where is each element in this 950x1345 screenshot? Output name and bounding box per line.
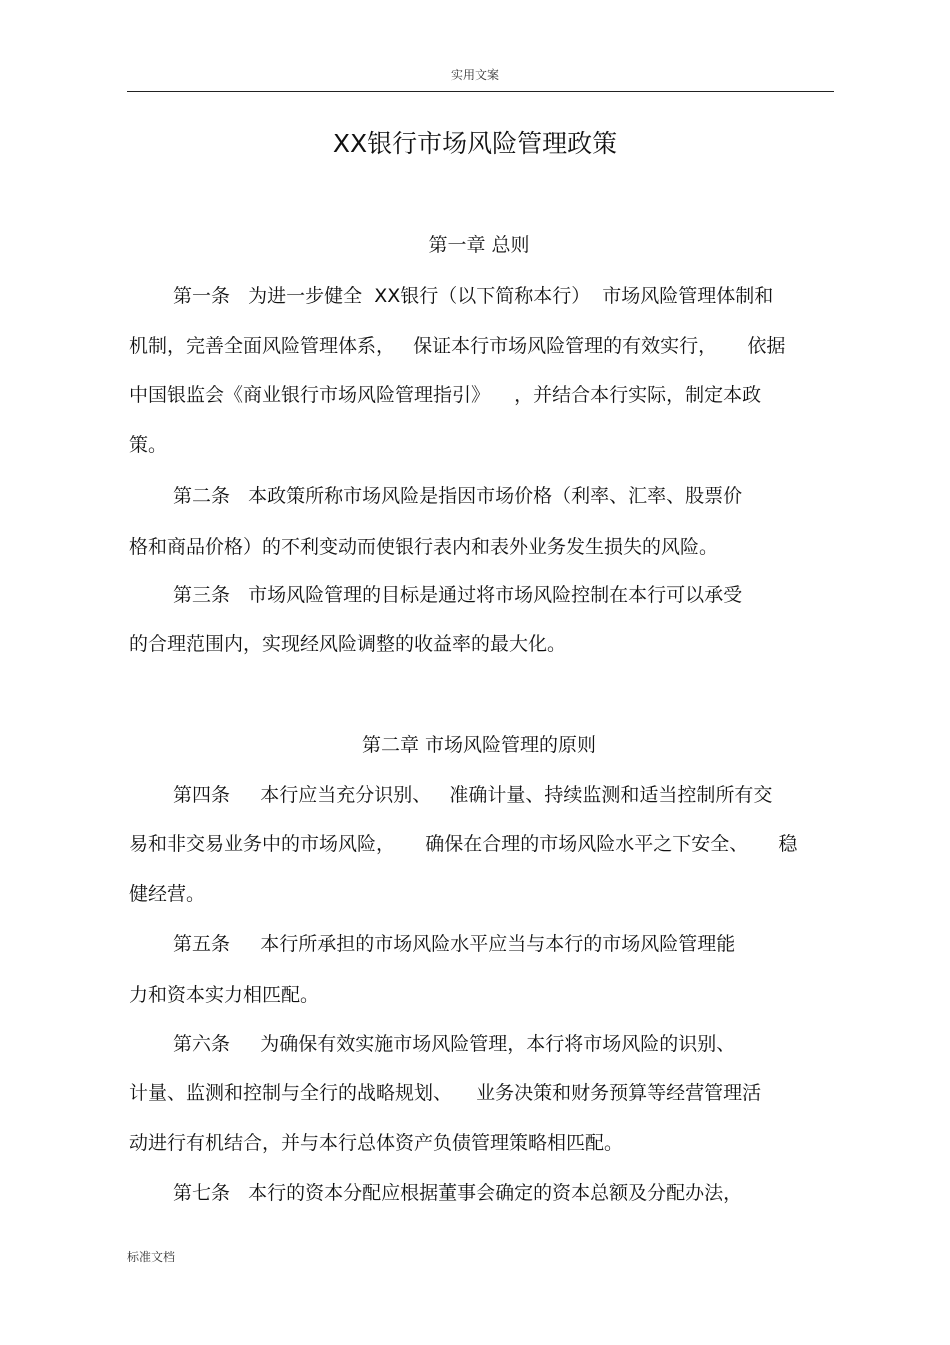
- article-5-line-1: 第五条 本行所承担的市场风险水平应当与本行的市场风险管理能: [173, 933, 736, 955]
- article-3-line-2: 的合理范围内，实现经风险调整的收益率的最大化。: [129, 633, 567, 655]
- article-1-line-2: 机制，完善全面风险管理体系， 保证本行市场风险管理的有效实行， 依据: [129, 335, 786, 357]
- document-title: XX银行市场风险管理政策: [332, 129, 618, 158]
- article-6-line-3: 动进行有机结合，并与本行总体资产负债管理策略相匹配。: [129, 1132, 624, 1154]
- article-6-line-2: 计量、监测和控制与全行的战略规划、 业务决策和财务预算等经营管理活: [129, 1082, 762, 1104]
- article-4-line-3: 健经营。: [129, 883, 206, 905]
- page-footer: 标准文档: [127, 1250, 176, 1264]
- article-4-line-1: 第四条 本行应当充分识别、 准确计量、持续监测和适当控制所有交: [173, 784, 773, 806]
- page-header: 实用文案: [450, 68, 499, 82]
- article-1-line-4: 策。: [129, 434, 168, 456]
- chapter-heading-2: 第二章 市场风险管理的原则: [361, 734, 597, 756]
- article-5-line-2: 力和资本实力相匹配。: [129, 984, 320, 1006]
- chapter-heading-1: 第一章 总则: [428, 234, 530, 256]
- article-2-line-1: 第二条 本政策所称市场风险是指因市场价格（利率、汇率、股票价: [173, 485, 743, 507]
- header-divider: [127, 91, 834, 92]
- article-7-line-1: 第七条 本行的资本分配应根据董事会确定的资本总额及分配办法，: [173, 1182, 743, 1204]
- article-6-line-1: 第六条 为确保有效实施市场风险管理，本行将市场风险的识别、: [173, 1033, 736, 1055]
- article-4-line-2: 易和非交易业务中的市场风险， 确保在合理的市场风险水平之下安全、 稳: [129, 833, 798, 855]
- article-2-line-2: 格和商品价格）的不利变动而使银行表内和表外业务发生损失的风险。: [129, 536, 719, 558]
- article-3-line-1: 第三条 市场风险管理的目标是通过将市场风险控制在本行可以承受: [173, 584, 743, 606]
- article-1-line-1: 第一条 为进一步健全 XX银行（以下简称本行） 市场风险管理体制和: [173, 285, 774, 307]
- article-1-line-3: 中国银监会《商业银行市场风险管理指引》 ，并结合本行实际，制定本政: [129, 384, 762, 406]
